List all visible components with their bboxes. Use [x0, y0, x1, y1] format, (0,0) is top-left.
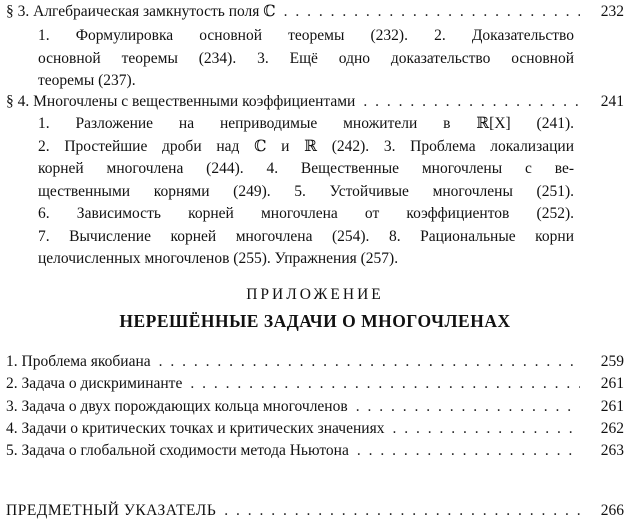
appendix-label: ПРИЛОЖЕНИЕ: [246, 286, 384, 303]
appendix-item-title: 2. Задача о дискриминанте: [6, 375, 183, 392]
subsection-line: 2. Простейшие дроби над ℂ и ℝ (242). 3. Проблема локализации: [38, 137, 574, 155]
toc-entry-appendix-item[interactable]: [6, 440, 624, 462]
appendix-item-title: 4. Задачи о критических точках и критических значениях: [6, 420, 385, 437]
appendix-item-page: 263: [600, 442, 624, 459]
leader-dots: [357, 440, 580, 462]
leader-dots: [284, 1, 580, 23]
toc-entry-index[interactable]: [6, 500, 624, 522]
toc-entry-appendix-item[interactable]: [6, 373, 624, 395]
appendix-item-title: 1. Проблема якобиана: [6, 353, 151, 370]
section-3-subsections: [38, 25, 574, 93]
leader-dots: [356, 396, 580, 418]
appendix-item-title: 5. Задача о глобальной сходимости метода Ньютона: [6, 442, 349, 459]
leader-dots: [224, 500, 580, 522]
toc-entry-appendix-item[interactable]: [6, 396, 624, 418]
leader-dots: [363, 91, 580, 113]
appendix-item-page: 262: [600, 420, 624, 437]
appendix-item-page: 261: [600, 375, 624, 392]
toc-entry-appendix-item[interactable]: [6, 351, 624, 373]
section-4-page: 241: [600, 93, 624, 110]
section-3-page: 232: [600, 3, 624, 20]
appendix-title: НЕРЕШЁННЫЕ ЗАДАЧИ О МНОГОЧЛЕНАХ: [119, 311, 511, 331]
toc-entry-appendix-item[interactable]: [6, 418, 624, 440]
section-4-subsections: [38, 113, 574, 271]
index-page: 266: [600, 502, 624, 519]
toc-entry-section-4[interactable]: [6, 91, 624, 113]
index-title: ПРЕДМЕТНЫЙ УКАЗАТЕЛЬ: [6, 502, 217, 519]
appendix-item-page: 261: [600, 398, 624, 415]
subsection-line: 1. Формулировка основной теоремы (232). 2. Доказательство: [38, 27, 574, 44]
subsection-line: целочисленных многочленов (255). Упражнения (257).: [38, 250, 399, 267]
leader-dots: [190, 373, 580, 395]
subsection-line: 1. Разложение на неприводимые множители в ℝ[X] (241).: [38, 115, 574, 132]
leader-dots: [159, 351, 580, 373]
section-4-heading: § 4. Многочлены с вещественными коэффициентами: [6, 93, 356, 110]
subsection-line: теоремы (237).: [38, 72, 136, 89]
leader-dots: [392, 418, 580, 440]
subsection-line: основной теоремы (234). 3. Ещё одно доказательство основной: [38, 49, 574, 67]
subsection-line: щественными корнями (249). 5. Устойчивые многочлены (251).: [38, 182, 574, 200]
subsection-line: корней многочлена (244). 4. Вещественные многочлены с ве-: [38, 160, 574, 177]
subsection-line: 6. Зависимость корней многочлена от коэффициентов (252).: [38, 205, 574, 222]
toc-entry-section-3[interactable]: [6, 1, 624, 23]
section-3-heading: § 3. Алгебраическая замкнутость поля ℂ: [6, 3, 276, 20]
subsection-line: 7. Вычисление корней многочлена (254). 8. Рациональные корни: [38, 227, 574, 245]
appendix-item-page: 259: [600, 353, 624, 370]
appendix-item-title: 3. Задача о двух порождающих кольца многочленов: [6, 398, 348, 415]
